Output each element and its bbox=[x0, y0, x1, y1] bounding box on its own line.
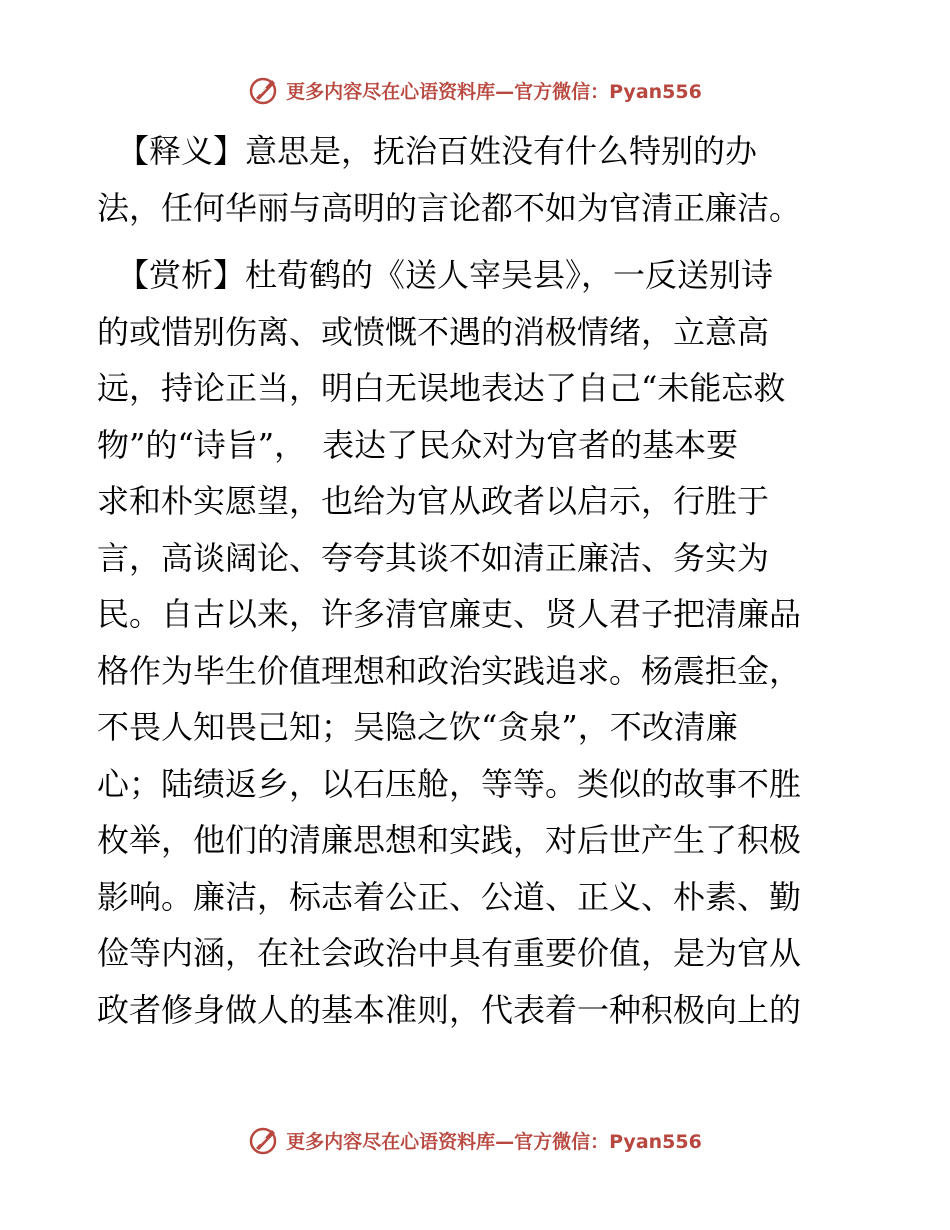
text-line: 【释义】意思是，抚治百姓没有什么特别的办 bbox=[117, 132, 758, 170]
text-line: 【赏析】杜荀鹤的《送人宰吴县》，一反送别诗 bbox=[117, 256, 774, 294]
footer-banner bbox=[0, 1120, 950, 1160]
text-line: 政者修身做人的基本准则，代表着一种积极向上的 bbox=[97, 990, 802, 1029]
quill-logo-icon bbox=[248, 1124, 280, 1156]
text-line: 影响。廉洁，标志着公正、公道、正义、朴素、勤 bbox=[97, 877, 802, 916]
header-banner-text: 更多内容尽在心语资料库—官方微信：Pyan556 bbox=[286, 80, 702, 103]
text-line: 物”的“诗旨”， 表达了民众对为官者的基本要 bbox=[97, 425, 739, 464]
text-line: 言，高谈阔论、夸夸其谈不如清正廉洁、务实为 bbox=[97, 538, 770, 577]
text-line: 的或惜别伤离、或愤慨不遇的消极情绪，立意高 bbox=[97, 312, 770, 351]
text-line: 民。自古以来，许多清官廉吏、贤人君子把清廉品 bbox=[97, 595, 802, 633]
paragraph-definition bbox=[97, 123, 857, 236]
paragraph-analysis bbox=[97, 247, 857, 1038]
text-line: 枚举，他们的清廉思想和实践，对后世产生了积极 bbox=[97, 821, 802, 859]
header-banner bbox=[0, 70, 950, 110]
text-line: 俭等内涵，在社会政治中具有重要价值，是为官从 bbox=[97, 934, 802, 972]
text-line: 远，持论正当，明白无误地表达了自己“未能忘救 bbox=[97, 369, 786, 407]
text-line: 格作为毕生价值理想和政治实践追求。杨震拒金， bbox=[97, 651, 802, 690]
document-body bbox=[97, 123, 857, 1038]
text-line: 法，任何华丽与高明的言论都不如为官清正廉洁。 bbox=[97, 188, 802, 227]
footer-banner-text: 更多内容尽在心语资料库—官方微信：Pyan556 bbox=[286, 1130, 702, 1153]
quill-logo-icon bbox=[248, 74, 280, 106]
text-line: 心；陆绩返乡，以石压舱，等等。类似的故事不胜 bbox=[97, 764, 802, 803]
text-line: 不畏人知畏己知；吴隐之饮“贪泉”，不改清廉 bbox=[97, 708, 738, 746]
text-line: 求和朴实愿望，也给为官从政者以启示，行胜于 bbox=[97, 482, 770, 520]
